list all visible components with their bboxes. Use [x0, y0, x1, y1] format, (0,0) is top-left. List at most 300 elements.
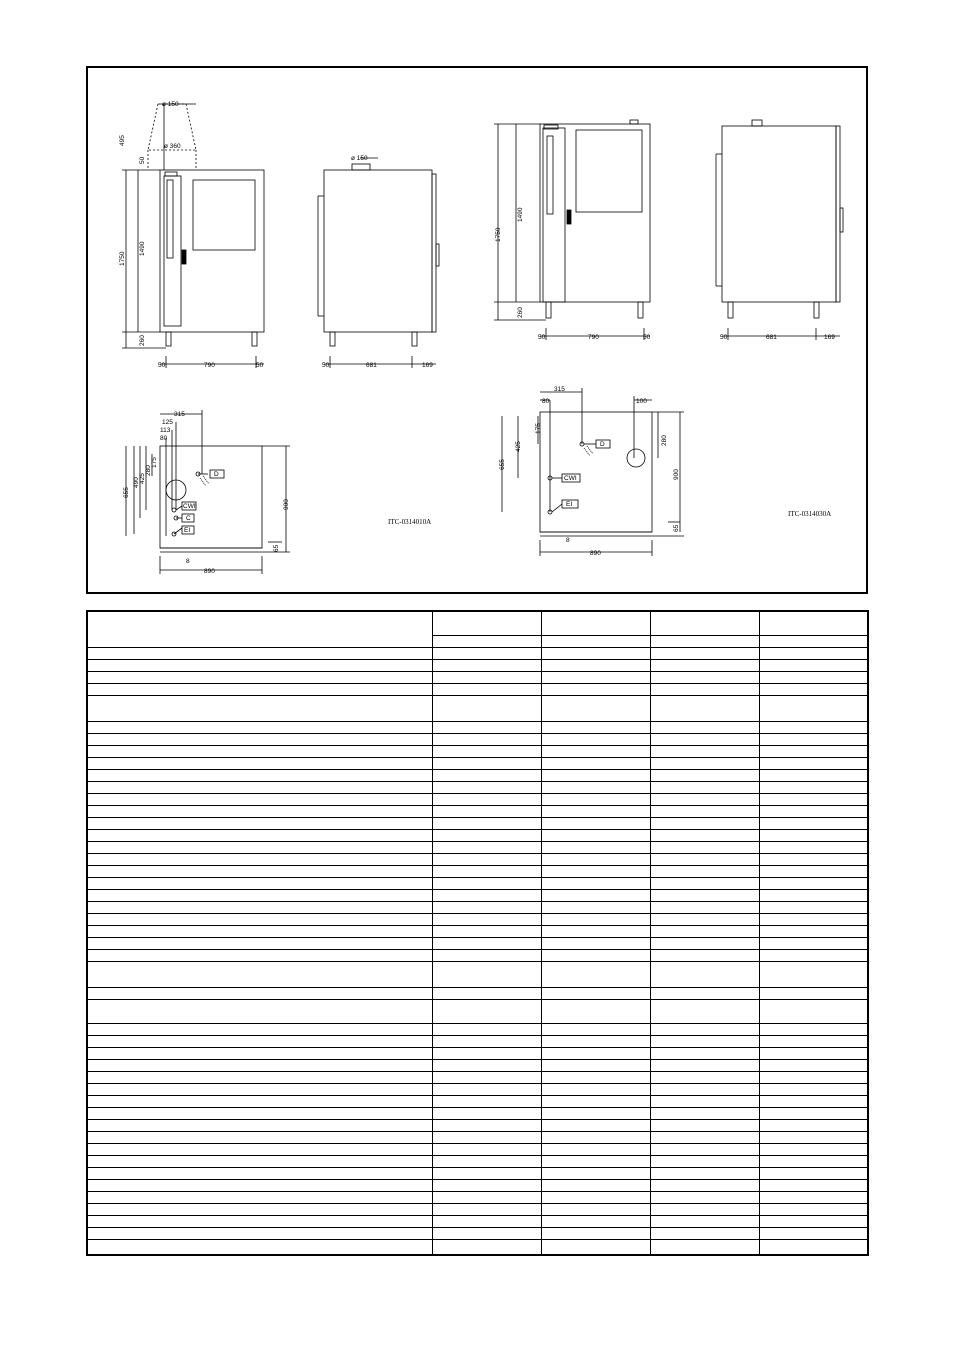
table-cell [541, 841, 650, 853]
table-cell [541, 733, 650, 745]
table-cell [650, 1179, 759, 1191]
table-cell [759, 999, 868, 1023]
table-cell [759, 757, 868, 769]
table-cell [541, 1239, 650, 1255]
table-cell [541, 829, 650, 841]
table-cell [650, 1119, 759, 1131]
plan-dim-175: 175 [151, 457, 158, 468]
table-cell [87, 611, 432, 647]
table-cell [541, 937, 650, 949]
r-plan-dim-100: 100 [636, 398, 647, 405]
table-cell [650, 1095, 759, 1107]
r-label-electric: EI [566, 501, 573, 508]
r-label-cold-water: CWI [564, 475, 577, 482]
table-cell [541, 659, 650, 671]
table-cell [650, 999, 759, 1023]
table-cell [87, 757, 432, 769]
table-cell [650, 1059, 759, 1071]
table-row [87, 683, 868, 695]
plan-dim-113: 113 [160, 427, 171, 434]
table-cell [87, 1203, 432, 1215]
table-cell [759, 925, 868, 937]
table-cell [759, 695, 868, 721]
table-cell [650, 865, 759, 877]
table-cell [541, 987, 650, 999]
table-cell [759, 865, 868, 877]
table-cell [541, 611, 650, 635]
r-plan-dim-900: 900 [673, 469, 680, 480]
plan-dim-65: 65 [273, 544, 280, 552]
table-cell [650, 683, 759, 695]
table-cell [650, 769, 759, 781]
table-cell [759, 647, 868, 659]
table-cell [87, 781, 432, 793]
table-cell [759, 841, 868, 853]
table-cell [759, 1167, 868, 1179]
table-cell [650, 1071, 759, 1083]
side-dim-depth: 681 [366, 362, 377, 369]
table-cell [650, 1023, 759, 1035]
table-row [87, 1095, 868, 1107]
table-cell [541, 1119, 650, 1131]
table-row [87, 817, 868, 829]
spec-table-body [87, 611, 868, 1255]
table-row [87, 913, 868, 925]
table-cell [432, 1047, 541, 1059]
table-cell [432, 925, 541, 937]
table-row [87, 1047, 868, 1059]
technical-drawings [86, 66, 868, 594]
table-cell [87, 877, 432, 889]
table-cell [432, 635, 541, 647]
table-cell [432, 853, 541, 865]
table-cell [432, 829, 541, 841]
table-cell [432, 793, 541, 805]
table-cell [541, 1191, 650, 1203]
table-cell [541, 925, 650, 937]
table-cell [432, 1191, 541, 1203]
table-cell [650, 1203, 759, 1215]
table-cell [87, 901, 432, 913]
table-cell [541, 889, 650, 901]
table-cell [650, 1227, 759, 1239]
table-cell [759, 805, 868, 817]
table-cell [87, 925, 432, 937]
table-cell [541, 745, 650, 757]
table-cell [541, 1023, 650, 1035]
table-cell [432, 1083, 541, 1095]
table-cell [650, 961, 759, 987]
table-cell [759, 733, 868, 745]
table-cell [650, 987, 759, 999]
table-row [87, 901, 868, 913]
table-cell [87, 1179, 432, 1191]
table-cell [650, 1215, 759, 1227]
side-dim-left: 50 [322, 362, 330, 369]
table-cell [541, 1131, 650, 1143]
table-cell [432, 1227, 541, 1239]
table-cell [650, 853, 759, 865]
table-cell [87, 1095, 432, 1107]
table-cell [87, 1143, 432, 1155]
table-row [87, 865, 868, 877]
r-plan-dim-280: 280 [661, 435, 668, 446]
table-cell [759, 1215, 868, 1227]
table-cell [759, 659, 868, 671]
table-cell [87, 1107, 432, 1119]
table-cell [541, 877, 650, 889]
table-cell [759, 721, 868, 733]
table-cell [759, 793, 868, 805]
table-cell [87, 1119, 432, 1131]
r-dim-width: 790 [588, 334, 599, 341]
table-cell [759, 781, 868, 793]
table-cell [432, 841, 541, 853]
side-dim-flue: ø 150 [351, 155, 368, 162]
table-cell [432, 647, 541, 659]
plan-dim-655: 655 [123, 487, 130, 498]
table-row [87, 611, 868, 635]
r-plan-dim-65: 65 [673, 524, 680, 532]
table-cell [541, 913, 650, 925]
table-cell [87, 889, 432, 901]
plan-dim-490: 490 [133, 477, 140, 488]
plan-dim-8: 8 [186, 558, 190, 565]
table-cell [759, 1119, 868, 1131]
table-cell [432, 757, 541, 769]
table-cell [541, 901, 650, 913]
table-row [87, 829, 868, 841]
plan-dim-315: 315 [174, 411, 185, 418]
table-cell [87, 1071, 432, 1083]
r-plan-dim-655: 655 [499, 459, 506, 470]
table-cell [650, 1167, 759, 1179]
table-cell [650, 1083, 759, 1095]
table-cell [759, 611, 868, 635]
table-cell [650, 1239, 759, 1255]
r-dim-right-margin: 50 [643, 334, 651, 341]
dim-body-height: 1490 [139, 241, 146, 256]
table-cell [87, 659, 432, 671]
table-cell [759, 1071, 868, 1083]
table-row [87, 721, 868, 733]
table-cell [759, 1227, 868, 1239]
dim-flue-base-diameter: ø 360 [164, 143, 181, 150]
table-cell [759, 817, 868, 829]
table-cell [87, 961, 432, 987]
table-cell [759, 1047, 868, 1059]
table-row [87, 757, 868, 769]
table-row [87, 647, 868, 659]
right-side-view [716, 120, 843, 340]
table-cell [541, 1227, 650, 1239]
table-cell [541, 1047, 650, 1059]
plan-dim-900: 900 [283, 499, 290, 510]
table-cell [87, 1131, 432, 1143]
spec-table [86, 610, 869, 1256]
table-row [87, 695, 868, 721]
plan-dim-425: 425 [139, 473, 146, 484]
table-row [87, 1107, 868, 1119]
table-row [87, 659, 868, 671]
table-cell [650, 889, 759, 901]
r-side-dim-depth: 681 [766, 334, 777, 341]
table-cell [432, 1143, 541, 1155]
drawing-code-left: ITC-0314010A [388, 518, 432, 526]
table-row [87, 769, 868, 781]
table-cell [432, 1071, 541, 1083]
table-cell [87, 841, 432, 853]
table-row [87, 925, 868, 937]
r-plan-dim-425: 425 [515, 441, 522, 452]
table-cell [87, 733, 432, 745]
table-cell [432, 901, 541, 913]
table-cell [541, 865, 650, 877]
table-cell [432, 769, 541, 781]
table-row [87, 853, 868, 865]
table-cell [759, 1143, 868, 1155]
table-cell [541, 999, 650, 1023]
table-row [87, 1227, 868, 1239]
table-cell [541, 853, 650, 865]
table-cell [759, 829, 868, 841]
table-row [87, 1143, 868, 1155]
table-cell [541, 695, 650, 721]
table-cell [432, 913, 541, 925]
r-side-dim-handle: 169 [824, 334, 835, 341]
table-cell [87, 1227, 432, 1239]
table-cell [650, 745, 759, 757]
table-cell [541, 1179, 650, 1191]
table-row [87, 793, 868, 805]
dim-total-height: 1750 [119, 251, 126, 266]
table-cell [650, 949, 759, 961]
table-cell [432, 1119, 541, 1131]
table-cell [87, 1035, 432, 1047]
table-cell [541, 757, 650, 769]
table-cell [87, 853, 432, 865]
table-cell [87, 1167, 432, 1179]
drawing-code-right: ITC-0314030A [788, 510, 832, 518]
table-cell [650, 635, 759, 647]
table-cell [650, 877, 759, 889]
table-cell [87, 745, 432, 757]
r-side-dim-left: 50 [720, 334, 728, 341]
table-cell [650, 1155, 759, 1167]
dim-left-margin: 50 [158, 362, 166, 369]
table-cell [87, 1059, 432, 1071]
table-cell [759, 1131, 868, 1143]
table-cell [759, 1191, 868, 1203]
table-cell [87, 865, 432, 877]
table-cell [541, 1167, 650, 1179]
table-cell [541, 1155, 650, 1167]
table-cell [432, 721, 541, 733]
table-cell [650, 733, 759, 745]
table-cell [759, 949, 868, 961]
table-cell [541, 1143, 650, 1155]
table-row [87, 1155, 868, 1167]
table-cell [650, 1131, 759, 1143]
table-cell [87, 1239, 432, 1255]
table-cell [759, 745, 868, 757]
table-cell [650, 901, 759, 913]
table-row [87, 877, 868, 889]
table-row [87, 841, 868, 853]
table-cell [87, 829, 432, 841]
table-cell [432, 999, 541, 1023]
table-cell [650, 841, 759, 853]
table-cell [759, 635, 868, 647]
table-cell [759, 937, 868, 949]
table-cell [759, 987, 868, 999]
table-cell [650, 1047, 759, 1059]
plan-dim-280: 280 [145, 465, 152, 476]
r-plan-dim-8: 8 [566, 537, 570, 544]
table-cell [650, 611, 759, 635]
table-cell [541, 961, 650, 987]
table-cell [432, 889, 541, 901]
dim-offset-top: 50 [139, 156, 146, 164]
table-row [87, 961, 868, 987]
table-cell [432, 865, 541, 877]
table-row [87, 1131, 868, 1143]
label-drain: D [214, 471, 219, 478]
table-row [87, 1203, 868, 1215]
table-cell [432, 733, 541, 745]
r-plan-dim-315: 315 [554, 386, 565, 393]
side-dim-handle: 169 [422, 362, 433, 369]
table-cell [87, 949, 432, 961]
table-cell [541, 769, 650, 781]
table-cell [87, 647, 432, 659]
table-cell [87, 937, 432, 949]
table-cell [541, 1203, 650, 1215]
table-cell [541, 1107, 650, 1119]
table-cell [87, 695, 432, 721]
table-cell [87, 805, 432, 817]
table-cell [650, 671, 759, 683]
table-row [87, 1179, 868, 1191]
table-row [87, 1215, 868, 1227]
table-row [87, 781, 868, 793]
table-row [87, 671, 868, 683]
table-cell [650, 647, 759, 659]
table-cell [759, 1083, 868, 1095]
table-cell [432, 805, 541, 817]
table-cell [432, 949, 541, 961]
table-cell [541, 817, 650, 829]
table-cell [759, 1203, 868, 1215]
table-cell [87, 999, 432, 1023]
right-plan-view [502, 388, 684, 556]
table-row [87, 1119, 868, 1131]
dim-flue-height: 495 [119, 135, 126, 146]
table-cell [432, 1167, 541, 1179]
r-label-drain: D [600, 441, 605, 448]
table-cell [759, 683, 868, 695]
label-c: C [186, 515, 191, 522]
table-cell [650, 1191, 759, 1203]
table-cell [541, 1095, 650, 1107]
table-cell [650, 793, 759, 805]
table-cell [541, 635, 650, 647]
table-cell [759, 1155, 868, 1167]
table-cell [650, 757, 759, 769]
table-cell [541, 671, 650, 683]
table-cell [432, 877, 541, 889]
dim-flue-diameter: ø 150 [162, 101, 179, 108]
table-cell [759, 889, 868, 901]
table-cell [87, 1083, 432, 1095]
table-row [87, 1023, 868, 1035]
table-cell [759, 1107, 868, 1119]
table-row [87, 1239, 868, 1255]
label-electric: EI [184, 527, 191, 534]
table-cell [541, 1035, 650, 1047]
table-cell [541, 793, 650, 805]
plan-dim-125: 125 [162, 419, 173, 426]
table-cell [759, 769, 868, 781]
table-cell [432, 695, 541, 721]
table-cell [541, 647, 650, 659]
r-plan-dim-890: 890 [590, 550, 601, 557]
table-cell [759, 901, 868, 913]
table-cell [541, 1215, 650, 1227]
table-cell [541, 1059, 650, 1071]
table-cell [87, 769, 432, 781]
table-cell [432, 683, 541, 695]
table-row [87, 999, 868, 1023]
table-row [87, 745, 868, 757]
table-cell [650, 721, 759, 733]
r-plan-dim-80: 80 [542, 398, 550, 405]
table-cell [759, 1059, 868, 1071]
table-cell [432, 1035, 541, 1047]
table-cell [759, 1035, 868, 1047]
left-front-view [122, 104, 264, 368]
table-row [87, 1191, 868, 1203]
table-row [87, 1059, 868, 1071]
table-cell [432, 1215, 541, 1227]
table-row [87, 1035, 868, 1047]
table-row [87, 987, 868, 999]
table-cell [432, 937, 541, 949]
table-cell [87, 671, 432, 683]
table-cell [759, 877, 868, 889]
table-row [87, 733, 868, 745]
table-cell [432, 987, 541, 999]
table-cell [432, 781, 541, 793]
table-cell [87, 721, 432, 733]
table-row [87, 1071, 868, 1083]
table-cell [541, 805, 650, 817]
table-cell [650, 817, 759, 829]
table-row [87, 1167, 868, 1179]
table-cell [650, 805, 759, 817]
left-side-view [318, 158, 439, 368]
table-cell [432, 745, 541, 757]
table-cell [650, 829, 759, 841]
table-cell [87, 817, 432, 829]
table-cell [759, 961, 868, 987]
table-cell [650, 1107, 759, 1119]
table-cell [759, 1095, 868, 1107]
table-cell [87, 683, 432, 695]
table-cell [650, 1035, 759, 1047]
table-cell [432, 1239, 541, 1255]
table-cell [432, 1107, 541, 1119]
